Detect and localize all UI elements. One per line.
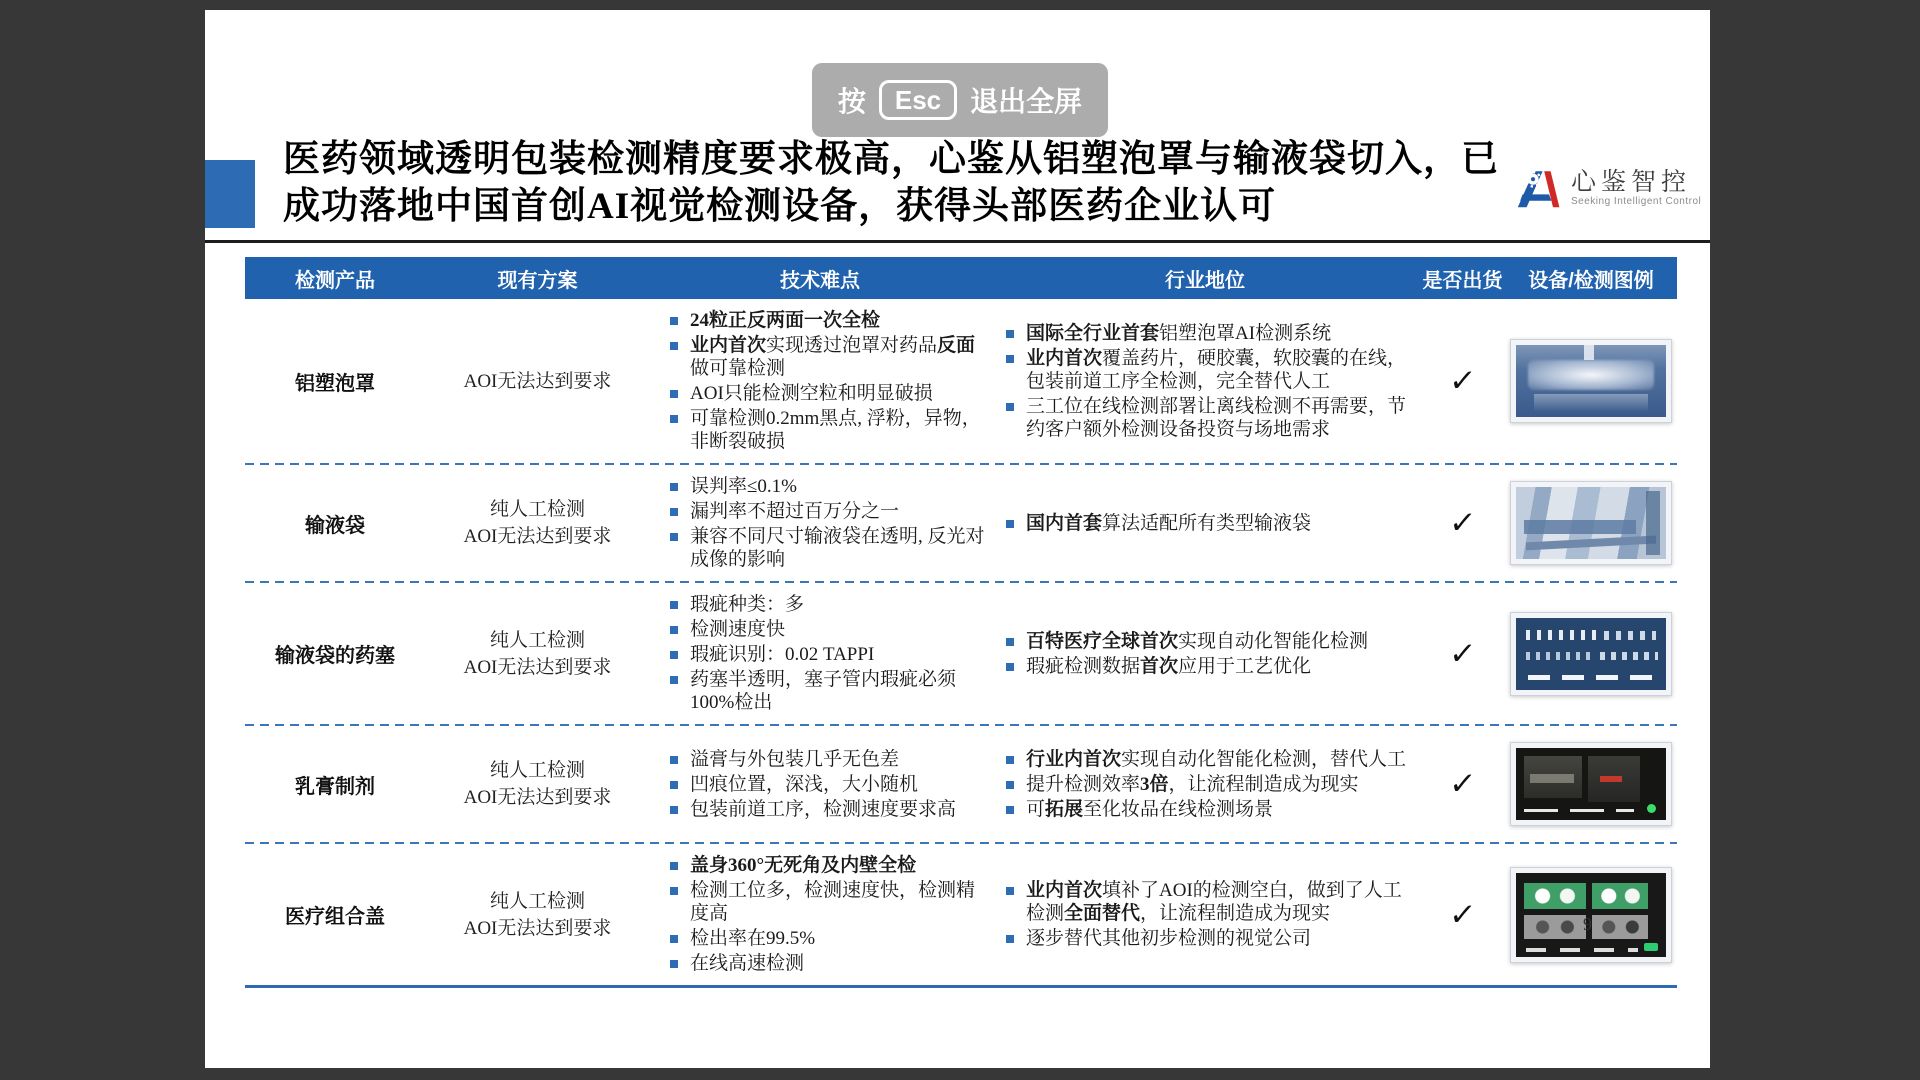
image-frame — [1510, 612, 1672, 696]
bullet-item — [670, 525, 986, 571]
table-row — [245, 844, 1677, 985]
shipped-checkmark: ✓ — [1447, 635, 1478, 672]
bullet-square-icon — [1006, 781, 1014, 789]
difficulty-list — [670, 309, 986, 453]
bullet-square-icon — [670, 317, 678, 325]
bullet-square-icon — [670, 651, 678, 659]
difficulty-list — [670, 593, 986, 714]
bullet-item — [670, 773, 986, 796]
bullet-text: 国际全行业首套铝塑泡罩AI检测系统 — [1026, 322, 1332, 344]
bullet-text: 盖身360°无死角及内壁全检 — [690, 855, 917, 876]
logo-tagline: Seeking Intelligent Control — [1571, 196, 1702, 208]
bullet-item — [670, 593, 986, 616]
bullet-square-icon — [1006, 403, 1014, 411]
bullet-item — [670, 618, 986, 641]
bullet-text: 可拓展至化妆品在线检测场景 — [1026, 798, 1274, 820]
bullet-square-icon — [670, 756, 678, 764]
product-cell: 输液袋 — [305, 514, 365, 537]
bullet-item — [670, 879, 986, 925]
bullet-square-icon — [670, 342, 678, 350]
solution-line: 纯人工检测 — [489, 760, 585, 781]
bullet-square-icon — [1006, 663, 1014, 671]
bullet-item — [1006, 773, 1416, 796]
bullet-item — [1006, 927, 1416, 950]
title-divider — [205, 240, 1710, 243]
column-header: 技术难点 — [780, 269, 860, 292]
bullet-text: 检测工位多，检测速度快，检测精度高 — [690, 880, 976, 924]
toast-exit-label: 退出全屏 — [970, 86, 1083, 117]
bullet-item — [670, 382, 986, 405]
difficulty-list — [670, 475, 986, 571]
column-header: 设备/检测图例 — [1528, 269, 1654, 292]
bullet-text: 兼容不同尺寸输液袋在透明, 反光对成像的影响 — [690, 526, 985, 570]
industry-position-cell — [990, 502, 1420, 545]
table-row — [245, 465, 1677, 581]
bullet-text: 包装前道工序，检测速度要求高 — [690, 798, 957, 820]
solution-line: 纯人工检测 — [489, 629, 585, 651]
bullet-square-icon — [1006, 330, 1014, 338]
bullet-text: 检测速度快 — [690, 619, 786, 640]
fullscreen-exit-toast — [812, 63, 1108, 137]
solution-line: AOI无法达到要求 — [463, 526, 612, 547]
bullet-square-icon — [670, 390, 678, 398]
bullet-text: 业内首次填补了AOI的检测空白，做到了人工检测全面替代，让流程制造成为现实 — [1026, 880, 1402, 924]
bullet-item — [1006, 630, 1416, 653]
bullet-item — [670, 854, 986, 877]
bullet-text: 溢膏与外包装几乎无色差 — [690, 748, 900, 770]
bullet-square-icon — [670, 862, 678, 870]
current-solution-cell — [425, 368, 650, 395]
table-row — [245, 726, 1677, 842]
bullet-item — [670, 927, 986, 950]
example-image-cell — [1505, 339, 1677, 423]
industry-position-cell — [990, 312, 1420, 451]
technical-difficulty-cell — [650, 299, 990, 463]
bullet-item — [1006, 748, 1416, 771]
bullet-text: 瑕疵识别：0.02 TAPPI — [690, 644, 875, 665]
title-accent-bar — [205, 160, 255, 228]
example-image-cell — [1505, 742, 1677, 826]
blister-pack-photo — [1516, 345, 1666, 417]
bullet-item — [1006, 347, 1416, 393]
bullet-item — [670, 500, 986, 523]
column-header: 行业地位 — [1165, 269, 1245, 292]
technical-difficulty-cell — [650, 465, 990, 581]
column-header: 检测产品 — [295, 269, 375, 292]
bullet-square-icon — [1006, 806, 1014, 814]
stopper-inspection-dashboard-screenshot — [1516, 618, 1666, 690]
position-list — [1006, 748, 1416, 821]
image-frame — [1510, 481, 1672, 565]
technical-difficulty-cell — [650, 844, 990, 985]
bullet-text: 国内首套算法适配所有类型输液袋 — [1026, 512, 1312, 534]
bullet-square-icon — [1006, 520, 1014, 528]
toast-press-label: 按 — [837, 86, 866, 117]
current-solution-cell — [425, 888, 650, 942]
bullet-item — [670, 643, 986, 666]
solution-line: AOI无法达到要求 — [463, 370, 612, 392]
bullet-item — [1006, 512, 1416, 535]
bullet-item — [670, 475, 986, 498]
bullet-item — [670, 748, 986, 771]
product-cell: 输液袋的药塞 — [275, 645, 395, 667]
bullet-square-icon — [670, 887, 678, 895]
technical-difficulty-cell — [650, 738, 990, 831]
infusion-bag-machine-photo — [1516, 487, 1666, 559]
solution-line: AOI无法达到要求 — [463, 917, 612, 939]
shipped-checkmark: ✓ — [1447, 363, 1478, 399]
presentation-slide — [205, 10, 1710, 1068]
bullet-square-icon — [670, 960, 678, 968]
image-frame — [1510, 742, 1672, 826]
bullet-text: 误判率≤0.1% — [690, 476, 798, 497]
current-solution-cell — [425, 496, 650, 550]
bullet-text: 药塞半透明，塞子管内瑕疵必须100%检出 — [690, 669, 957, 713]
solution-line: 纯人工检测 — [489, 499, 585, 520]
bullet-item — [1006, 798, 1416, 821]
bullet-square-icon — [1006, 887, 1014, 895]
bullet-text: 提升检测效率3倍，让流程制造成为现实 — [1026, 773, 1359, 795]
bullet-text: 可靠检测0.2mm黑点, 浮粉，异物，非断裂破损 — [690, 408, 981, 452]
bullet-text: 瑕疵种类：多 — [690, 594, 805, 615]
difficulty-list — [670, 748, 986, 821]
bullet-item — [670, 334, 986, 380]
bullet-item — [670, 952, 986, 975]
bullet-text: 检出率在99.5% — [690, 928, 816, 949]
bullet-square-icon — [670, 676, 678, 684]
product-cell: 乳膏制剂 — [295, 775, 375, 798]
table-bottom-line — [245, 985, 1677, 988]
bullet-square-icon — [670, 415, 678, 423]
bullet-square-icon — [1006, 355, 1014, 363]
image-frame — [1510, 339, 1672, 423]
current-solution-cell — [425, 757, 650, 811]
bullet-square-icon — [670, 806, 678, 814]
column-header: 现有方案 — [497, 269, 578, 292]
bullet-text: AOI只能检测空粒和明显破损 — [690, 383, 933, 404]
position-list — [1006, 512, 1416, 535]
table-header-row — [245, 257, 1677, 299]
difficulty-list — [670, 854, 986, 975]
solution-line: AOI无法达到要求 — [463, 787, 612, 808]
company-logo — [1513, 163, 1701, 213]
bullet-square-icon — [670, 781, 678, 789]
logo-mark-icon — [1513, 163, 1561, 213]
bullet-square-icon — [670, 533, 678, 541]
bullet-text: 百特医疗全球首次实现自动化智能化检测 — [1026, 630, 1369, 652]
solution-line: AOI无法达到要求 — [463, 656, 612, 678]
bullet-text: 漏判率不超过百万分之一 — [690, 501, 900, 522]
example-image-cell — [1505, 481, 1677, 565]
title-line-2: 成功落地中国首创AI视觉检测设备，获得头部医药企业认可 — [283, 186, 1277, 227]
bullet-text: 24粒正反两面一次全检 — [690, 310, 881, 331]
bullet-item — [1006, 322, 1416, 345]
bullet-square-icon — [1006, 756, 1014, 764]
bullet-item — [670, 309, 986, 332]
bullet-text: 在线高速检测 — [690, 953, 805, 974]
bullet-square-icon — [670, 483, 678, 491]
bullet-square-icon — [1006, 935, 1014, 943]
position-list — [1006, 322, 1416, 441]
position-list — [1006, 879, 1416, 950]
column-header: 是否出货 — [1422, 269, 1503, 292]
product-cell: 铝塑泡罩 — [295, 372, 375, 395]
bullet-item — [1006, 879, 1416, 925]
bullet-square-icon — [1006, 638, 1014, 646]
bullet-text: 三工位在线检测部署让离线检测不再需要，节约客户额外检测设备投资与场地需求 — [1026, 395, 1407, 440]
industry-position-cell — [990, 869, 1420, 960]
technical-difficulty-cell — [650, 583, 990, 724]
industry-position-cell — [990, 620, 1420, 688]
table-row — [245, 299, 1677, 463]
shipped-checkmark: ✓ — [1447, 766, 1478, 802]
page-number: 9 — [1583, 914, 1592, 934]
industry-position-cell — [990, 738, 1420, 831]
logo-name: 心鉴智控 — [1571, 167, 1692, 196]
bullet-text: 行业内首次实现自动化智能化检测，替代人工 — [1026, 748, 1407, 770]
title-line-1: 医药领域透明包装检测精度要求极高，心鉴从铝塑泡罩与输液袋切入，已 — [283, 139, 1499, 180]
bullet-item — [670, 668, 986, 714]
product-comparison-table — [245, 257, 1677, 988]
example-image-cell — [1505, 612, 1677, 696]
current-solution-cell — [425, 627, 650, 681]
product-cell: 医疗组合盖 — [285, 906, 385, 928]
bullet-text: 逐步替代其他初步检测的视觉公司 — [1026, 928, 1312, 949]
position-list — [1006, 630, 1416, 678]
logo-text — [1571, 169, 1701, 208]
bullet-text: 业内首次覆盖药片，硬胶囊，软胶囊的在线，包装前道工序全检测，完全替代人工 — [1026, 347, 1407, 392]
slide-title — [283, 136, 1513, 230]
bullet-square-icon — [670, 601, 678, 609]
table-body — [245, 299, 1677, 988]
bullet-text: 瑕疵检测数据首次应用于工艺优化 — [1026, 655, 1312, 677]
bullet-item — [1006, 395, 1416, 441]
bullet-text: 业内首次实现透过泡罩对药品反面做可靠检测 — [690, 335, 976, 379]
shipped-checkmark: ✓ — [1447, 505, 1478, 541]
cream-inspection-ui-screenshot — [1516, 748, 1666, 820]
shipped-checkmark: ✓ — [1447, 896, 1478, 933]
bullet-square-icon — [670, 626, 678, 634]
bullet-item — [1006, 655, 1416, 678]
bullet-text: 凹痕位置，深浅，大小随机 — [690, 773, 919, 795]
table-row — [245, 583, 1677, 724]
bullet-square-icon — [670, 508, 678, 516]
bullet-item — [670, 798, 986, 821]
solution-line: 纯人工检测 — [489, 890, 585, 912]
esc-key-badge: Esc — [879, 80, 957, 120]
bullet-square-icon — [670, 935, 678, 943]
bullet-item — [670, 407, 986, 453]
